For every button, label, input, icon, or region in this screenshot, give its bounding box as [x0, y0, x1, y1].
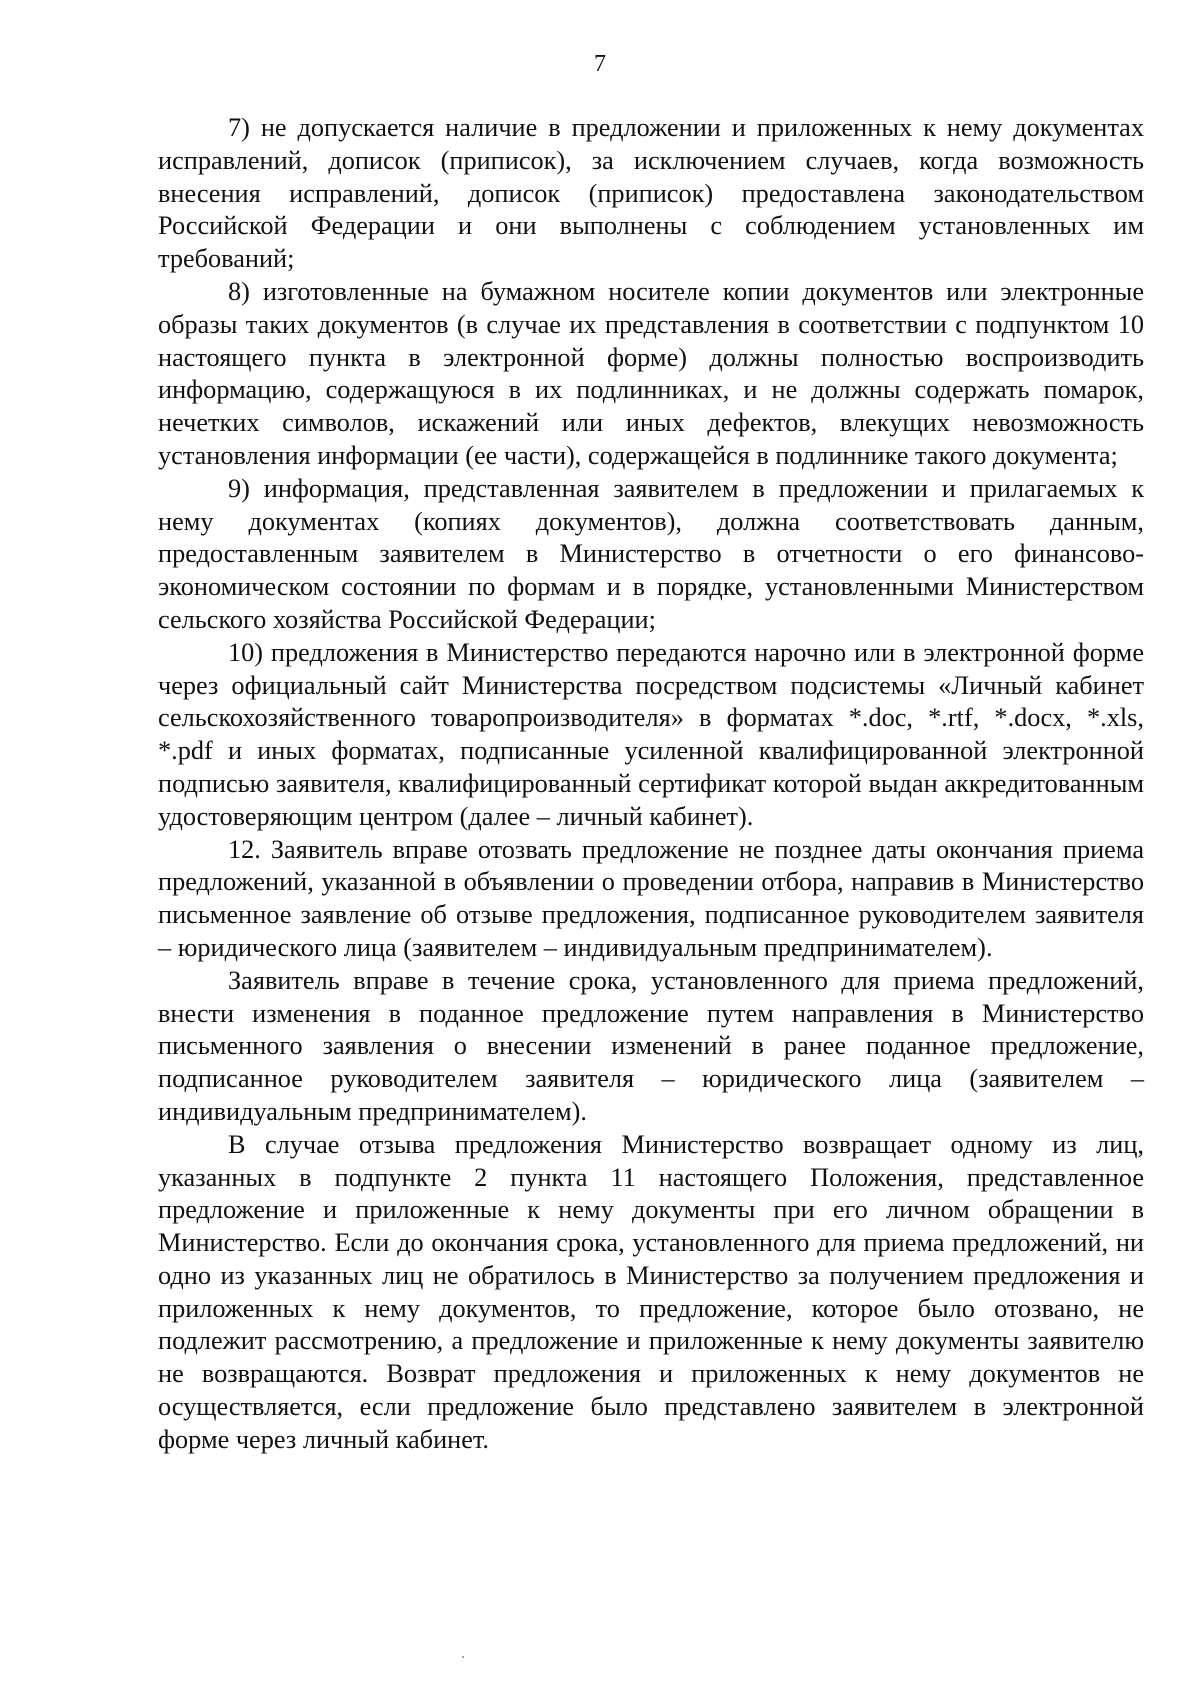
paragraph-section-12: 12. Заявитель вправе отозвать предложение не позднее даты окончания приема предложений, указанной в объявлении о проведении отбора, направив в Министерство письменное заявление об отзыве предложения, подписанное руководителем заявителя – юридического лица (заявителем – индивидуальным предпринимателем).	[158, 834, 1144, 962]
paragraph-item-8: 8) изготовленные на бумажном носителе копии документов или электронные образы таких документов (в случае их представления в соответствии с подпунктом 10 настоящего пункта в электронной форме) должны полностью воспроизводить информацию, содержащуюся в их подлинниках, и не должны содержать помарок, нечетких символов, искажений или иных дефектов, влекущих невозможность установления информации (ее части), содержащейся в подлиннике такого документа;	[158, 276, 1144, 470]
paragraph-item-9: 9) информация, представленная заявителем в предложении и прилагаемых к нему документах (копиях документов), должна соответствовать данным, предоставленным заявителем в Министерство в отчетности о его финансово-экономическом состоянии по формам и в порядке, установленными Министерством сельского хозяйства Российской Федерации;	[158, 473, 1144, 634]
paragraph-item-7: 7) не допускается наличие в предложении и приложенных к нему документах исправлений, дописок (приписок), за исключением случаев, когда возможность внесения исправлений, дописок (приписок) предоставлена законодательством Российской Федерации и они выполнены с соблюдением установленных им требований;	[158, 113, 1144, 274]
page-number: 7	[594, 51, 606, 77]
paragraph-withdrawal-return: В случае отзыва предложения Министерство возвращает одному из лиц, указанных в подпункте 2 пункта 11 настоящего Положения, представленное предложение и приложенные к нему документы при его личном обращении в Министерство. Если до окончания срока, установленного для приема предложений, ни одно из указанных лиц не обратилось в Министерство за получением предложения и приложенных к нему документов, то предложение, которое было отозвано, не подлежит рассмотрению, а предложение и приложенные к нему документы заявителю не возвращаются. Возврат предложения и приложенных к нему документов не осуществляется, если предложение было представлено заявителем в электронной форме через личный кабинет.	[158, 1129, 1144, 1454]
document-body	[158, 112, 1144, 1457]
paragraph-item-10: 10) предложения в Министерство передаются нарочно или в электронной форме через официальный сайт Министерства посредством подсистемы «Личный кабинет сельскохозяйственного товаропроизводителя» в форматах *.doc, *.rtf, *.docx, *.xls, *.pdf и иных форматах, подписанные усиленной квалифицированной электронной подписью заявителя, квалифицированный сертификат которой выдан аккредитованным удостоверяющим центром (далее – личный кабинет).	[158, 637, 1144, 831]
paragraph-amendment: Заявитель вправе в течение срока, установленного для приема предложений, внести изменения в поданное предложение путем направления в Министерство письменного заявления о внесении изменений в ранее поданное предложение, подписанное руководителем заявителя – юридического лица (заявителем – индивидуальным предпринимателем).	[158, 965, 1144, 1126]
scan-speck	[462, 1656, 464, 1658]
